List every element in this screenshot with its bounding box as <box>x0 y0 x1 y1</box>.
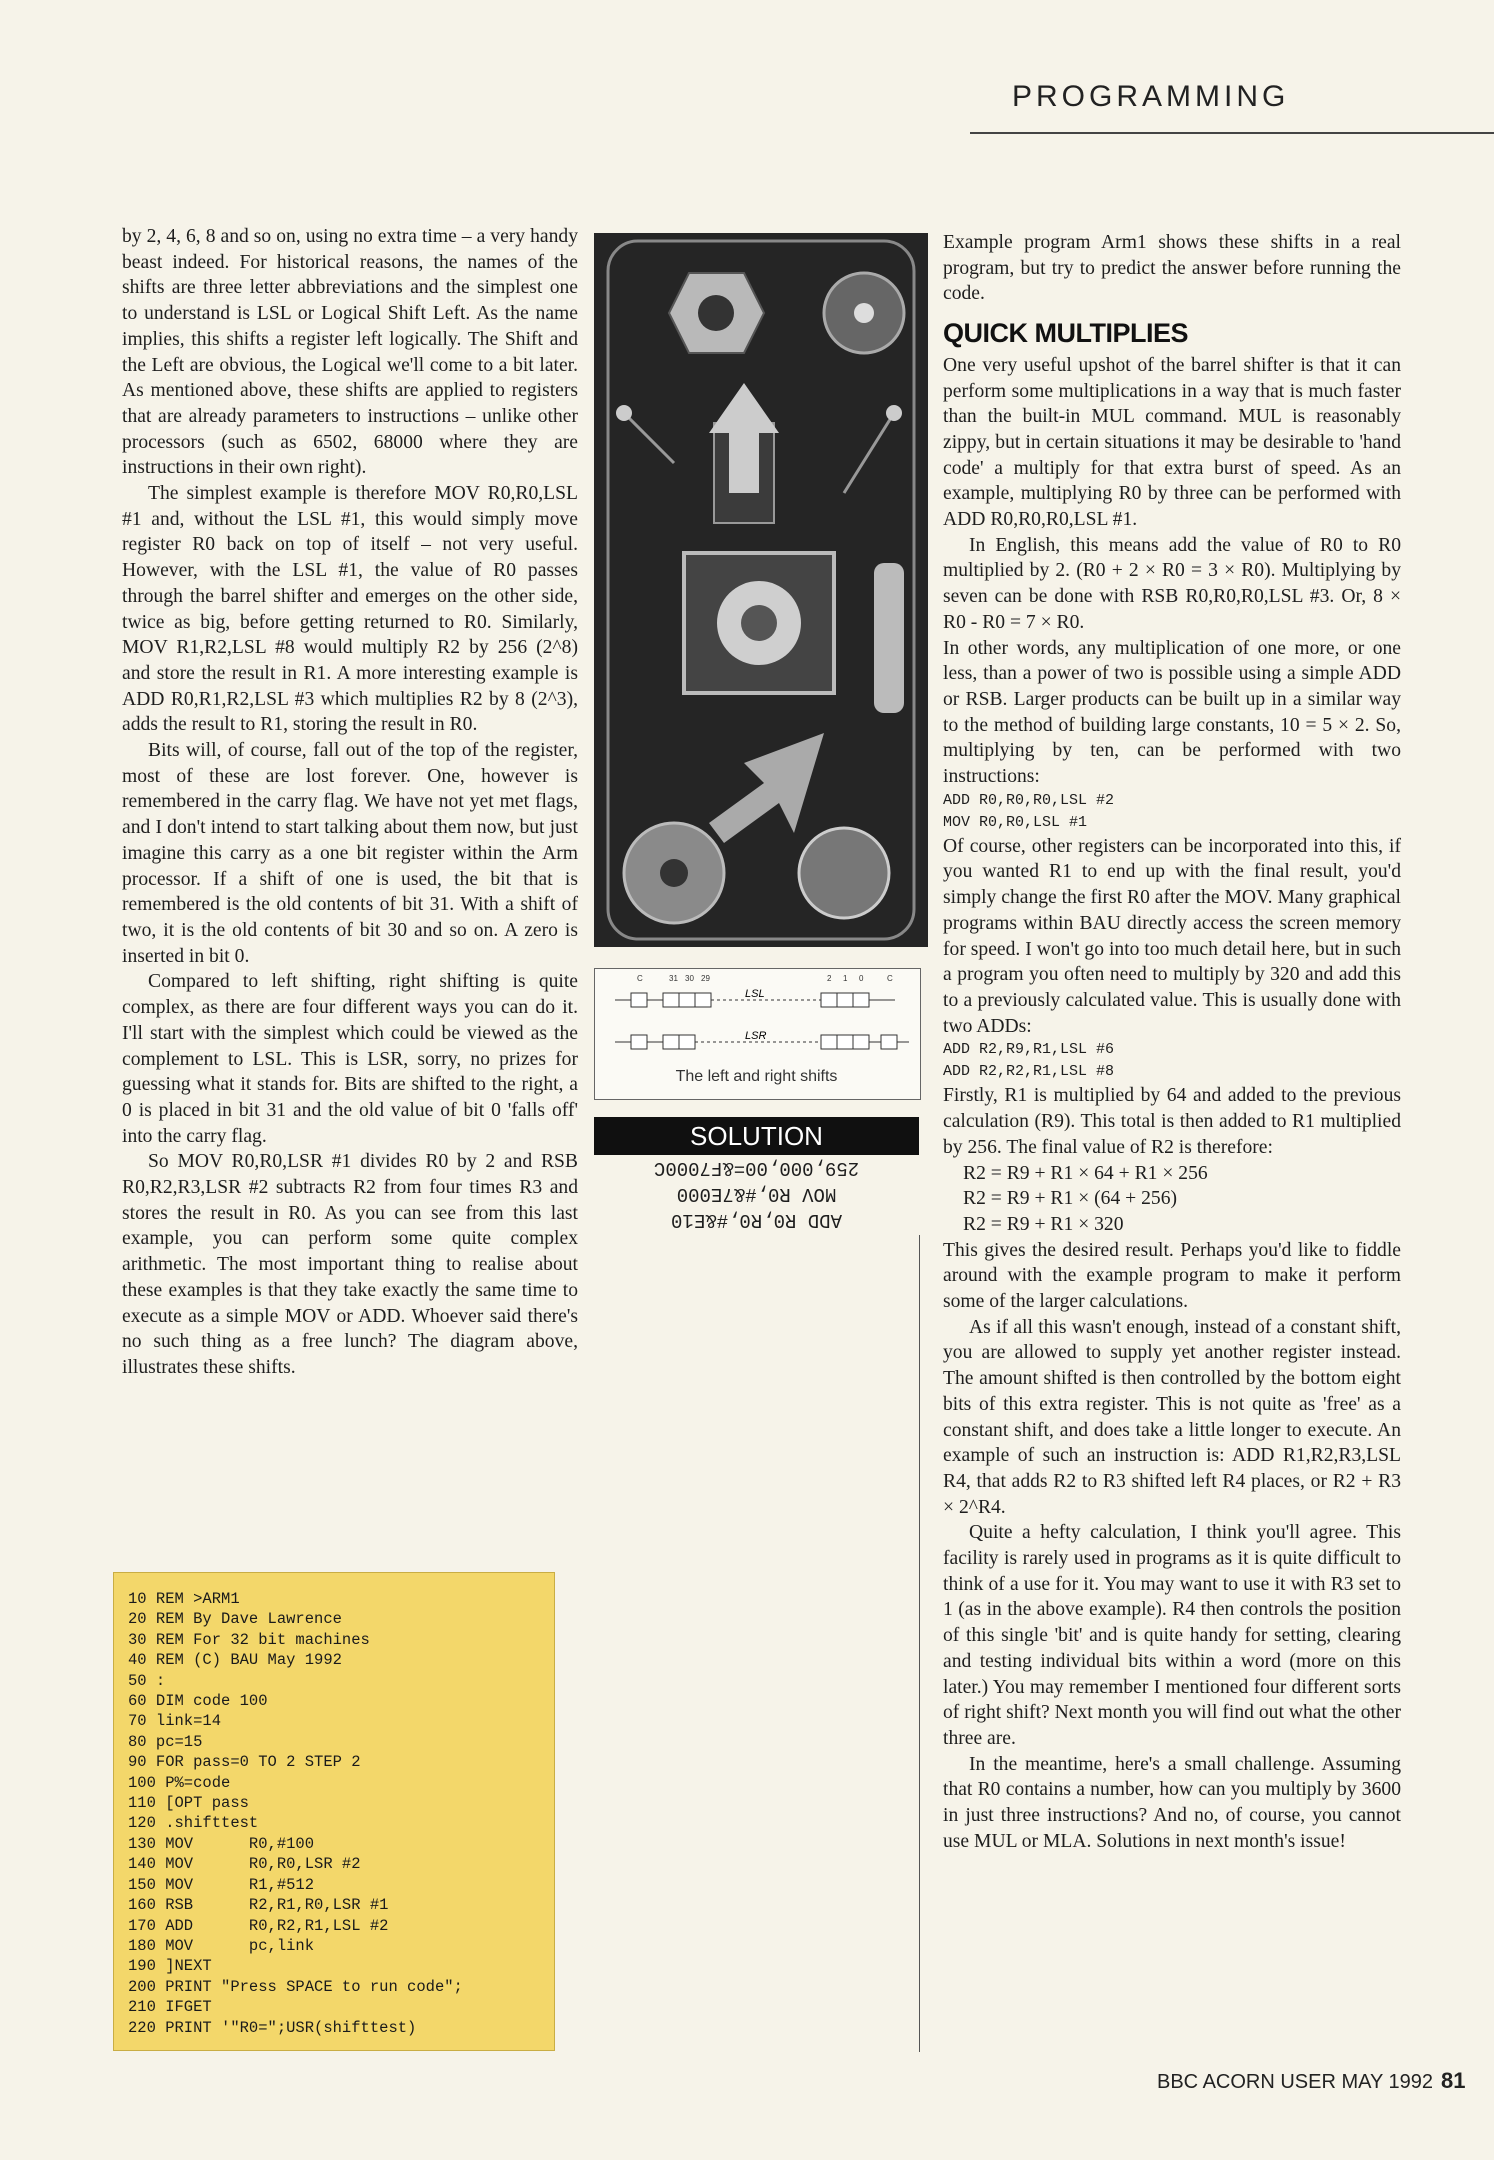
program-listing <box>113 1572 555 2051</box>
listing-line: 70 link=14 <box>128 1712 222 1731</box>
column-left <box>122 224 578 1381</box>
bit-label: C <box>887 974 893 983</box>
listing-line: 130 MOV R0,#100 <box>128 1834 315 1853</box>
bit-label: 1 <box>843 974 848 983</box>
code-snippet <box>943 1039 1401 1083</box>
code-snippet <box>943 790 1401 834</box>
bit-label: 0 <box>859 974 864 983</box>
code-line: ADD R2,R9,R1,LSL #6 <box>943 1041 1115 1059</box>
solution-line: ADD R0,R0,#&E10 <box>670 1209 843 1231</box>
code-line: ADD R2,R2,R1,LSL #8 <box>943 1063 1115 1081</box>
equation: R2 = R9 + R1 × 64 + R1 × 256 <box>963 1162 1208 1184</box>
page-number: 81 <box>1441 2068 1466 2093</box>
listing-line: 180 MOV pc,link <box>128 1936 315 1955</box>
paragraph: by 2, 4, 6, 8 and so on, using no extra time – a very handy beast indeed. For historical reasons, the names of the shifts are three letter abbreviations and the simplest one to understand is LSL or Logical Shift Left. As the name implies, this shifts a register left logically. The Shift and the Left are obvious, the Logical we'll come to a bit later. As mentioned above, these shifts are applied to registers that are already parameters to instructions – unlike other processors (such as 6502, 68000 where they are instructions in their own right). <box>122 226 578 479</box>
listing-line: 60 DIM code 100 <box>128 1692 268 1711</box>
paragraph: In other words, any multiplication of one more, or one less, than a power of two is possible using a simple ADD or RSB. Larger products can be built up in a similar way to the method of building large constants, 10 = 5 × 2. So, multiplying by ten, can be performed with two instructions: <box>943 637 1401 788</box>
listing-line: 140 MOV R0,R0,LSR #2 <box>128 1855 361 1874</box>
listing-line: 40 REM (C) BAU May 1992 <box>128 1651 342 1670</box>
section-header: PROGRAMMING <box>1012 80 1290 113</box>
listing-line: 120 .shifttest <box>128 1814 259 1833</box>
bit-label: 2 <box>827 974 832 983</box>
paragraph: One very useful upshot of the barrel shifter is that it can perform some multiplications in a way that is much faster than the built-in MUL command. MUL is reasonably zippy, but in certain situations it may be desirable to 'hand code' a multiply for that extra burst of speed. As an example, multiplying R0 by three can be performed with ADD R0,R0,R0,LSL #1. <box>943 354 1401 531</box>
section-heading: QUICK MULTIPLIES <box>943 318 1188 349</box>
equation: R2 = R9 + R1 × 320 <box>963 1213 1124 1235</box>
paragraph: Bits will, of course, fall out of the top of the register, most of these are lost forever. One, however is remembered in the carry flag. We have not yet met flags, and I don't intend to start talking about them now, but just imagine this carry as a one bit register within the Arm processor. If a shift of one is used, the bit that is remembered is the old contents of bit 31. With a shift of two, it is the old contents of bit 30 and so on. A zero is inserted in bit 0. <box>122 740 578 967</box>
bit-label: 30 <box>685 974 694 983</box>
shift-diagram-svg <box>595 969 920 1064</box>
solution-box <box>594 1155 919 1235</box>
column-rule <box>919 1235 920 2052</box>
paragraph: Compared to left shifting, right shifting is quite complex, as there are four different ways you can do it. I'll start with the simplest which could be viewed as the complement to LSL. This is LSR, sorry, no prizes for guessing what it stands for. Bits are shifted to the right, a 0 is placed in bit 31 and the old value of bit 0 'falls off' into the carry flag. <box>122 971 578 1147</box>
listing-line: 190 ]NEXT <box>128 1957 212 1976</box>
listing-line: 220 PRINT '"R0=";USR(shifttest) <box>128 2018 417 2037</box>
paragraph: Quite a hefty calculation, I think you'll agree. This facility is rarely used in programs as it is quite difficult to think of a use for it. You may want to use it with R3 set to 1 (as in the above example). R4 then controls the position of this single 'bit' and is quite handy for setting, clearing and testing individual bits within a word (more on this later.) You may remember I mentioned four different sorts of right shift? Next month you will find out what the other three are. <box>943 1522 1401 1749</box>
listing-line: 30 REM For 32 bit machines <box>128 1630 370 1649</box>
paragraph: Firstly, R1 is multiplied by 64 and added to the previous calculation (R9). This total is then added to R1 multiplied by 256. The final value of R2 is therefore: <box>943 1085 1401 1158</box>
code-line: MOV R0,R0,LSL #1 <box>943 813 1088 831</box>
listing-line: 90 FOR pass=0 TO 2 STEP 2 <box>128 1753 361 1772</box>
paragraph: In the meantime, here's a small challenge. Assuming that R0 contains a number, how can you multiply by 3600 in just three instructions? And no, of course, you cannot use MUL or MLA. Solutions in next month's issue! <box>943 1753 1401 1852</box>
listing-line: 20 REM By Dave Lawrence <box>128 1610 342 1629</box>
listing-line: 170 ADD R0,R2,R1,LSL #2 <box>128 1916 389 1935</box>
listing-line: 100 P%=code <box>128 1773 231 1792</box>
page-footer <box>1157 2068 1466 2094</box>
paragraph: Of course, other registers can be incorporated into this, if you wanted R1 to end up with the final result, you'd simply change the first R0 after the MOV. Many graphical programs within BAU directly access the screen memory for speed. I won't go into too much detail here, but in such a program you often need to multiply by 320 and add this to a previously calculated value. This is usually done with two ADDs: <box>943 835 1401 1037</box>
listing-line: 210 IFGET <box>128 1998 212 2017</box>
bit-label: 31 <box>669 974 678 983</box>
listing-line: 200 PRINT "Press SPACE to run code"; <box>128 1977 463 1996</box>
code-line: ADD R0,R0,R0,LSL #2 <box>943 791 1115 809</box>
barrel-shifter-illustration <box>594 233 928 947</box>
listing-line: 110 [OPT pass <box>128 1794 249 1813</box>
solution-title: SOLUTION <box>594 1117 919 1155</box>
equation: R2 = R9 + R1 × (64 + 256) <box>963 1188 1178 1210</box>
paragraph: The simplest example is therefore MOV R0,R0,LSL #1 and, without the LSL #1, this would simply move register R0 back on top of itself – not very useful. However, with the LSL #1, the value of R0 passes through the barrel shifter and emerges on the other side, twice as big, before getting returned to R0. Similarly, MOV R1,R2,LSL #8 would multiply R2 by 256 (2^8) and store the result in R1. A more interesting example is ADD R0,R1,R2,LSL #3 which multiplies R2 by 8 (2^3), adds the result to R1, storing the result in R0. <box>122 483 578 736</box>
magazine-title: BBC ACORN USER MAY 1992 <box>1157 2071 1434 2093</box>
paragraph: Example program Arm1 shows these shifts in a real program, but try to predict the answer before running the code. <box>943 232 1401 305</box>
solution-line: MOV R0,#&7E000 <box>676 1183 837 1205</box>
lsl-label: LSL <box>745 988 765 1000</box>
bit-label: C <box>637 974 643 983</box>
column-right <box>943 230 1401 1854</box>
paragraph: In English, this means add the value of R0 to R0 multiplied by 2. (R0 + 2 × R0 = 3 × R0). Multiplying by seven can be done with RSB R0,R0,R0,LSL #3. Or, 8 × R0 - R0 = 7 × R0. <box>943 534 1401 633</box>
lsr-label: LSR <box>745 1030 767 1042</box>
listing-line: 150 MOV R1,#512 <box>128 1875 315 1894</box>
listing-line: 160 RSB R2,R1,R0,LSR #1 <box>128 1896 389 1915</box>
listing-line: 50 : <box>128 1671 166 1690</box>
solution-line: 259,000,00=&F7000C <box>653 1157 860 1179</box>
paragraph: As if all this wasn't enough, instead of a constant shift, you are allowed to supply yet another register instead. The amount shifted is then controlled by the bottom eight bits of this extra register. This is not quite as 'free' as a constant shift, and does take a little longer to execute. An example of such an instruction is: ADD R1,R2,R3,LSL R4, that adds R2 to R3 shifted left R4 places, or R2 + R3 × 2^R4. <box>943 1316 1401 1518</box>
diagram-caption: The left and right shifts <box>675 1068 838 1085</box>
paragraph: So MOV R0,R0,LSR #1 divides R0 by 2 and RSB R0,R2,R3,LSR #2 subtracts R2 from four times R3 and stores the result in R0. As you can see from this last example, you can perform some quite complex arithmetic. The most important thing to realise about these examples is that they take exactly the same time to execute as a simple MOV or ADD. Whoever said there's no such thing as a free lunch? The diagram above, illustrates these shifts. <box>122 1151 578 1378</box>
bit-label: 29 <box>701 974 710 983</box>
header-rule <box>970 132 1494 134</box>
listing-line: 80 pc=15 <box>128 1732 203 1751</box>
listing-line: 10 REM >ARM1 <box>128 1590 240 1608</box>
paragraph: This gives the desired result. Perhaps you'd like to fiddle around with the example program to make it perform some of the larger calculations. <box>943 1239 1401 1313</box>
